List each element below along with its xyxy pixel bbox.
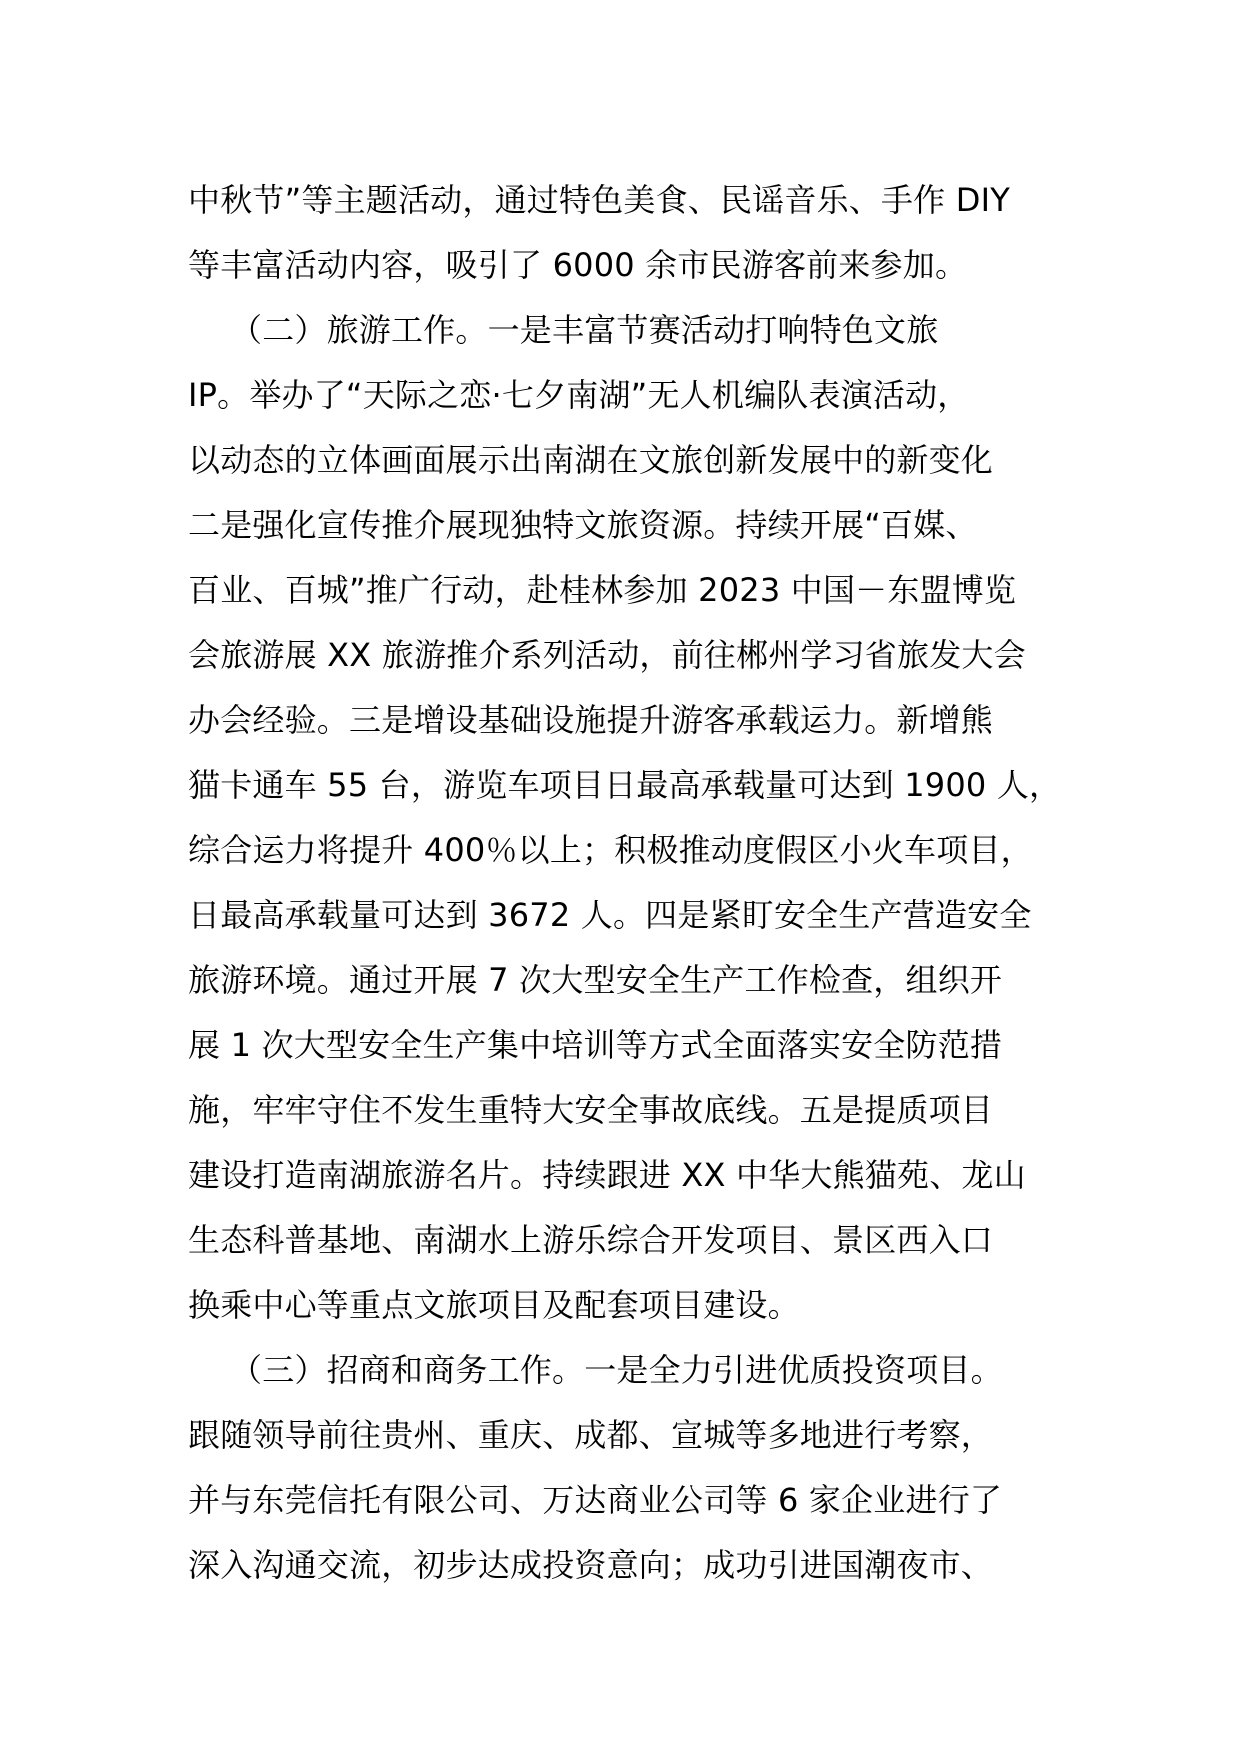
body-text [188,168,1088,1598]
text-line: 等丰富活动内容，吸引了 6000 余市民游客前来参加。 [188,246,968,284]
text-line: 旅游环境。通过开展 7 次大型安全生产工作检查，组织开 [188,961,1003,999]
section-heading-line: （三）招商和商务工作。一是全力引进优质投资项目。 [230,1351,1003,1389]
text-line: 以动态的立体画面展示出南湖在文旅创新发展中的新变化 [188,441,994,479]
section-heading-line: （二）旅游工作。一是丰富节赛活动打响特色文旅 [230,311,939,349]
text-line: 换乘中心等重点文旅项目及配套项目建设。 [188,1286,800,1324]
text-line: 深入沟通交流，初步达成投资意向；成功引进国潮夜市、 [188,1546,994,1584]
text-line: 并与东莞信托有限公司、万达商业公司等 6 家企业进行了 [188,1481,1003,1519]
text-line: 综合运力将提升 400％以上；积极推动度假区小火车项目， [188,831,1033,869]
text-line: 办会经验。三是增设基础设施提升游客承载运力。新增熊 [188,701,994,739]
text-line: 生态科普基地、南湖水上游乐综合开发项目、景区西入口 [188,1221,994,1259]
text-line: 跟随领导前往贵州、重庆、成都、宣城等多地进行考察， [188,1416,994,1454]
text-line: 二是强化宣传推介展现独特文旅资源。持续开展“百媒、 [188,506,978,544]
text-line: 建设打造南湖旅游名片。持续跟进 XX 中华大熊猫苑、龙山 [188,1156,1026,1194]
text-line: 展 1 次大型安全生产集中培训等方式全面落实安全防范措 [188,1026,1003,1064]
text-line: 施，牢牢守住不发生重特大安全事故底线。五是提质项目 [188,1091,994,1129]
text-line: 百业、百城”推广行动，赴桂林参加 2023 中国－东盟博览 [188,571,1017,609]
text-line: 猫卡通车 55 台，游览车项目日最高承载量可达到 1900 人， [188,766,1062,804]
text-line: 会旅游展 XX 旅游推介系列活动，前往郴州学习省旅发大会 [188,636,1026,674]
text-line: 日最高承载量可达到 3672 人。四是紧盯安全生产营造安全 [188,896,1032,934]
text-line: IP。举办了“天际之恋·七夕南湖”无人机编队表演活动， [188,376,970,414]
text-line: 中秋节”等主题活动，通过特色美食、民谣音乐、手作 DIY [188,181,1010,219]
